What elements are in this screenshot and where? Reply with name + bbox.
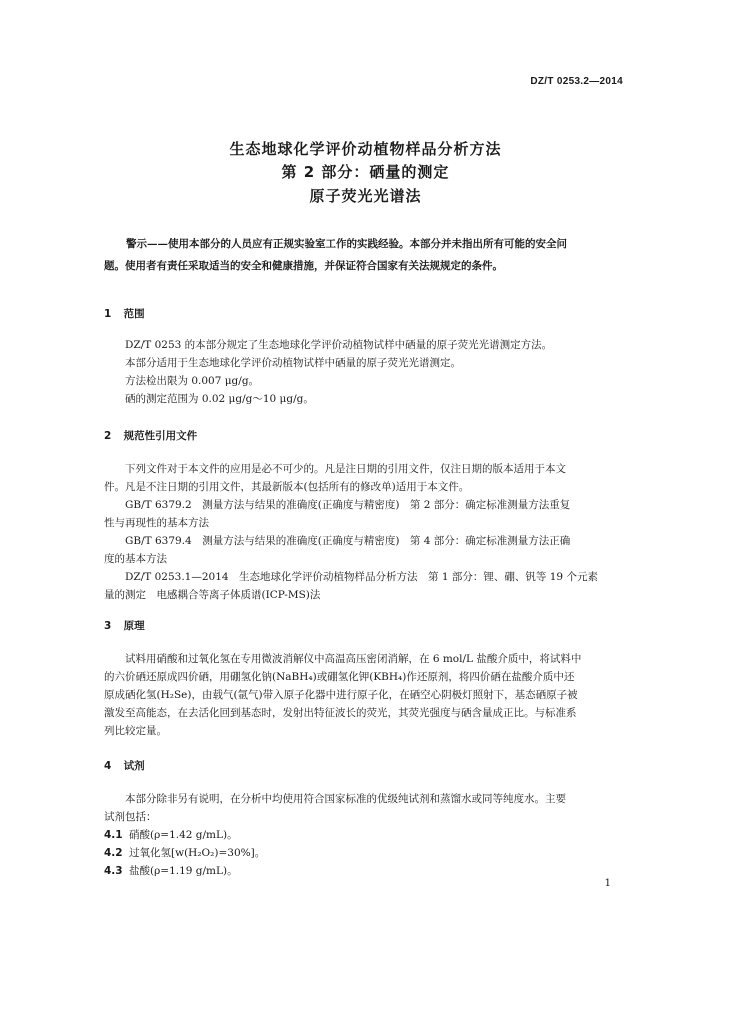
section-2-intro-line-2: 件。凡是不注日期的引用文件，其最新版本(包括所有的修改单)适用于本文件。 bbox=[104, 481, 470, 493]
section-2-number: 2 bbox=[104, 430, 112, 442]
section-4-body bbox=[104, 790, 634, 826]
warning-notice bbox=[104, 233, 634, 277]
section-1-body bbox=[104, 336, 634, 408]
section-3-number: 3 bbox=[104, 620, 112, 632]
section-2-title: 规范性引用文件 bbox=[123, 430, 198, 442]
section-3-line: 原成硒化氢(H₂Se)，由载气(氩气)带入原子化器中进行原子化，在硒空心阴极灯照射下，基态硒原子被 bbox=[104, 689, 578, 701]
reference-2-line-1: GB/T 6379.4 测量方法与结果的准确度(正确度与精密度) 第 4 部分：确定标准测量方法正确 bbox=[125, 535, 571, 547]
section-3-line: 激发至高能态，在去活化回到基态时，发射出特征波长的荧光，其荧光强度与硒含量成正比。与标准系 bbox=[104, 707, 577, 719]
section-1-line: 本部分适用于生态地球化学评价动植物试样中硒量的原子荧光光谱测定。 bbox=[125, 357, 461, 369]
standard-code: DZ/T 0253.2—2014 bbox=[530, 76, 623, 87]
reference-3-line-1: DZ/T 0253.1—2014 生态地球化学评价动植物样品分析方法 第 1 部分：锂、硼、钒等 19 个元素 bbox=[125, 571, 598, 583]
section-2-intro-line-1: 下列文件对于本文件的应用是必不可少的。凡是注日期的引用文件，仅注日期的版本适用于本文 bbox=[125, 463, 566, 475]
section-1-number: 1 bbox=[104, 308, 112, 320]
reference-2-line-2: 度的基本方法 bbox=[104, 553, 167, 565]
reagent-number: 4.3 bbox=[104, 865, 123, 877]
reagent-number: 4.1 bbox=[104, 829, 123, 841]
section-1-line: 硒的测定范围为 0.02 μg/g～10 μg/g。 bbox=[125, 393, 314, 405]
reagent-number: 4.2 bbox=[104, 847, 123, 859]
section-3-line: 试料用硝酸和过氧化氢在专用微波消解仪中高温高压密闭消解，在 6 mol/L 盐酸介质中，将试料中 bbox=[125, 653, 582, 665]
warning-line-2: 题。使用者有责任采取适当的安全和健康措施，并保证符合国家有关法规规定的条件。 bbox=[104, 260, 503, 272]
section-4-heading bbox=[104, 758, 145, 773]
warning-line-1: 警示——使用本部分的人员应有正规实验室工作的实践经验。本部分并未指出所有可能的安全问 bbox=[126, 238, 567, 250]
section-4-title: 试剂 bbox=[123, 760, 145, 772]
reagent-text: 硝酸(ρ=1.42 g/mL)。 bbox=[129, 829, 238, 841]
reagent-item bbox=[104, 845, 265, 860]
section-2-body bbox=[104, 460, 634, 604]
reagent-item bbox=[104, 827, 238, 842]
reagent-item bbox=[104, 863, 238, 878]
section-4-intro-line-2: 试剂包括： bbox=[104, 811, 157, 823]
section-1-line: DZ/T 0253 的本部分规定了生态地球化学评价动植物试样中硒量的原子荧光光谱测定方法。 bbox=[125, 339, 553, 351]
reference-1-line-1: GB/T 6379.2 测量方法与结果的准确度(正确度与精密度) 第 2 部分：确定标准测量方法重复 bbox=[125, 499, 571, 511]
section-4-intro-line-1: 本部分除非另有说明，在分析中均使用符合国家标准的优级纯试剂和蒸馏水或同等纯度水。主要 bbox=[125, 793, 566, 805]
reference-3-line-2: 量的测定 电感耦合等离子体质谱(ICP-MS)法 bbox=[104, 589, 321, 601]
reference-1-line-2: 性与再现性的基本方法 bbox=[104, 517, 209, 529]
section-3-title: 原理 bbox=[123, 620, 145, 632]
section-2-heading bbox=[104, 428, 197, 443]
section-1-title: 范围 bbox=[123, 308, 145, 320]
page-number: 1 bbox=[604, 878, 611, 889]
section-1-line: 方法检出限为 0.007 μg/g。 bbox=[125, 375, 260, 387]
section-3-line: 的六价硒还原成四价硒，用硼氢化钠(NaBH₄)或硼氢化钾(KBH₄)作还原剂，将四价硒在盐酸介质中还 bbox=[104, 671, 575, 683]
section-3-line: 列比较定量。 bbox=[104, 725, 167, 737]
reagent-text: 盐酸(ρ=1.19 g/mL)。 bbox=[129, 865, 238, 877]
section-3-heading bbox=[104, 618, 145, 633]
section-3-body bbox=[104, 650, 634, 740]
reagent-text: 过氧化氢[w(H₂O₂)=30%]。 bbox=[129, 847, 266, 859]
title-line-2: 第 2 部分：硒量的测定 bbox=[281, 163, 450, 181]
title-line-1: 生态地球化学评价动植物样品分析方法 bbox=[229, 140, 502, 158]
section-1-heading bbox=[104, 306, 145, 321]
section-4-number: 4 bbox=[104, 760, 112, 772]
title-line-3: 原子荧光光谱法 bbox=[309, 187, 422, 205]
